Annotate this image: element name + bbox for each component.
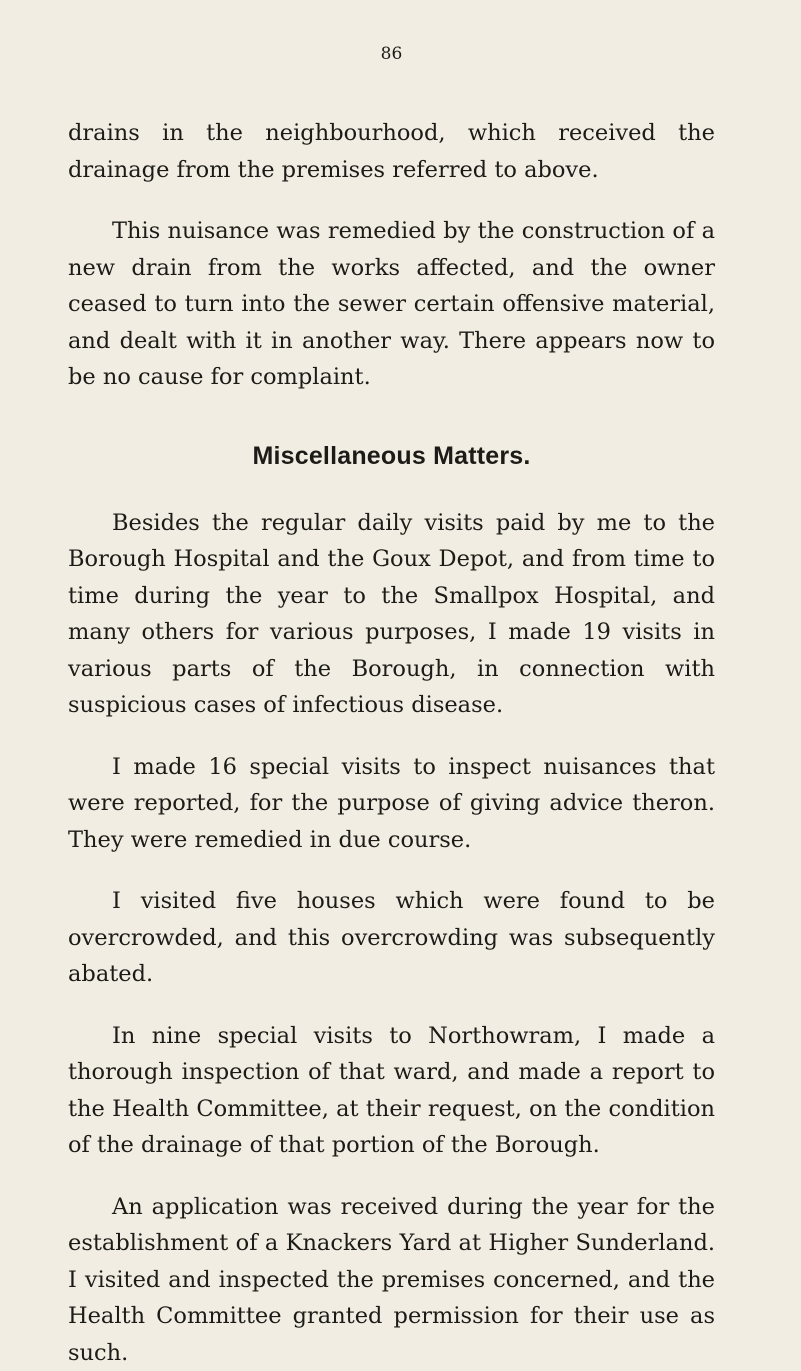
paragraph-overcrowding: I visited five houses which were found to be overcrowded, and this overcrowding was subsequently abated.	[68, 883, 715, 993]
paragraph-nuisance-remedied: This nuisance was remedied by the construction of a new drain from the works affected, and the owner ceased to turn into the sewer certain offensive material, and dealt with it in another way. There appears now to be no cause for complaint.	[68, 213, 715, 396]
paragraph-continued: drains in the neighbourhood, which received the drainage from the premises referred to above.	[68, 115, 715, 188]
paragraph-knackers-yard: An application was received during the year for the establishment of a Knackers Yard at Higher Sunderland. I visited and inspected the premises concerned, and the Health Committee granted permission for their use as such.	[68, 1189, 715, 1371]
section-heading: Miscellaneous Matters.	[68, 441, 715, 471]
page-number: 86	[68, 44, 715, 64]
paragraph-regular-visits: Besides the regular daily visits paid by me to the Borough Hospital and the Goux Depot, and from time to time during the year to the Smallpox Hospital, and many others for various purposes, I made 19 visits in various parts of the Borough, in connection with suspicious cases of infectious disease.	[68, 505, 715, 724]
paragraph-northowram: In nine special visits to Northowram, I made a thorough inspection of that ward, and made a report to the Health Committee, at their request, on the condition of the drainage of that portion of the Borough.	[68, 1018, 715, 1164]
paragraph-special-visits: I made 16 special visits to inspect nuisances that were reported, for the purpose of giving advice theron. They were remedied in due course.	[68, 749, 715, 859]
